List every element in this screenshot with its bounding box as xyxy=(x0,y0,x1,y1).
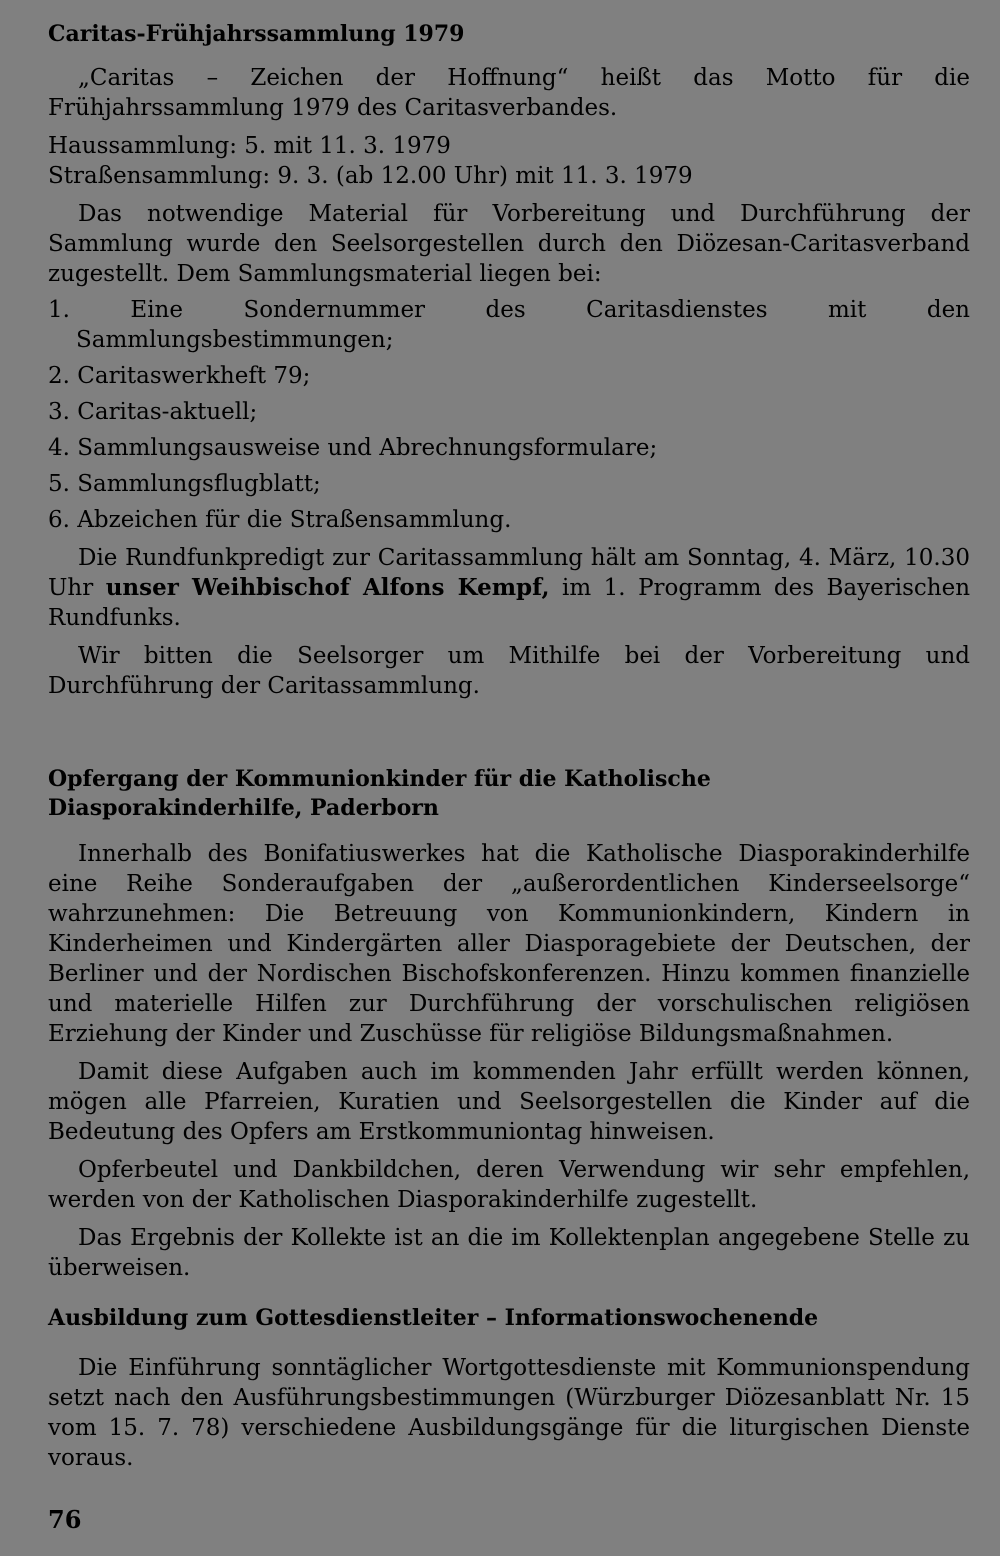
body-paragraph: Opferbeutel und Dankbildchen, deren Verwendung wir sehr empfehlen, werden von der Katholischen Diasporakinderhilfe zugestellt. xyxy=(48,1157,970,1213)
request-paragraph: Wir bitten die Seelsorger um Mithilfe bei der Vorbereitung und Durchführung der Caritassammlung. xyxy=(48,643,970,699)
body-paragraph: Das Ergebnis der Kollekte ist an die im Kollektenplan angegebene Stelle zu überweisen. xyxy=(48,1225,970,1281)
list-item: 5. Sammlungsflugblatt; xyxy=(48,471,321,497)
list-item: 6. Abzeichen für die Straßensammlung. xyxy=(48,507,512,533)
haussammlung-line: Haussammlung: 5. mit 11. 3. 1979 xyxy=(48,133,451,159)
section-opfergang xyxy=(48,765,970,1283)
motto-paragraph: „Caritas – Zeichen der Hoffnung“ heißt das Motto für die Frühjahrssammlung 1979 des Caritasverbandes. xyxy=(48,65,970,121)
radio-paragraph xyxy=(48,543,970,633)
radio-text-end: im 1. Programm des Bayerischen Rundfunks. xyxy=(48,575,971,631)
radio-text: Die Rundfunkpredigt zur Caritassammlung hält am Sonntag, 4. März, 10.30 Uhr xyxy=(48,545,970,601)
section-caritas xyxy=(48,20,970,701)
list-item: 3. Caritas-aktuell; xyxy=(48,399,258,425)
material-list xyxy=(48,295,970,535)
body-paragraph: Die Einführung sonntäglicher Wortgottesdienste mit Kommunionspendung setzt nach den Ausführungsbestimmungen (Würzburger Diözesanblatt Nr. 15 vom 15. 7. 78) verschiedene Ausbildungsgänge für die liturgischen Dienste voraus. xyxy=(48,1355,970,1471)
section-heading: Ausbildung zum Gottesdienstleiter – Informationswochenende xyxy=(48,1305,819,1331)
list-item: 4. Sammlungsausweise und Abrechnungsformulare; xyxy=(48,435,658,461)
strassensammlung-line: Straßensammlung: 9. 3. (ab 12.00 Uhr) mit 11. 3. 1979 xyxy=(48,163,693,189)
material-paragraph: Das notwendige Material für Vorbereitung und Durchführung der Sammlung wurde den Seelsorgestellen durch den Diözesan-Caritasverband zugestellt. Dem Sammlungsmaterial liegen bei: xyxy=(48,201,970,287)
section-heading: Caritas-Frühjahrssammlung 1979 xyxy=(48,21,465,47)
body-paragraph: Innerhalb des Bonifatiuswerkes hat die Katholische Diasporakinderhilfe eine Reihe Sonderaufgaben der „außerordentlichen Kinderseelsorge“ wahrzunehmen: Die Betreuung von Kommunionkindern, Kindern in Kinderheimen und Kindergärten aller Diasporagebiete der Deutschen, der Berliner und der Nordischen Bischofskonferenzen. Hinzu kommen finanzielle und materielle Hilfen zur Durchführung der vorschulischen religiösen Erziehung der Kinder und Zuschüsse für religiöse Bildungsmaßnahmen. xyxy=(48,841,970,1047)
section-gottesdienstleiter xyxy=(48,1304,970,1473)
page-number: 76 xyxy=(48,1505,82,1534)
bishop-name: unser Weihbischof Alfons Kempf, xyxy=(105,574,550,601)
section-heading: Opfergang der Kommunionkinder für die Katholische Diasporakinderhilfe, Paderborn xyxy=(48,766,711,821)
body-paragraph: Damit diese Aufgaben auch im kommenden Jahr erfüllt werden können, mögen alle Pfarreien, Kuratien und Seelsorgestellen die Kinder auf die Bedeutung des Opfers am Erstkommuniontag hinweisen. xyxy=(48,1059,970,1145)
list-item: 1. Eine Sondernummer des Caritasdienstes mit den Sammlungsbestimmungen; xyxy=(48,297,970,353)
list-item: 2. Caritaswerkheft 79; xyxy=(48,363,311,389)
